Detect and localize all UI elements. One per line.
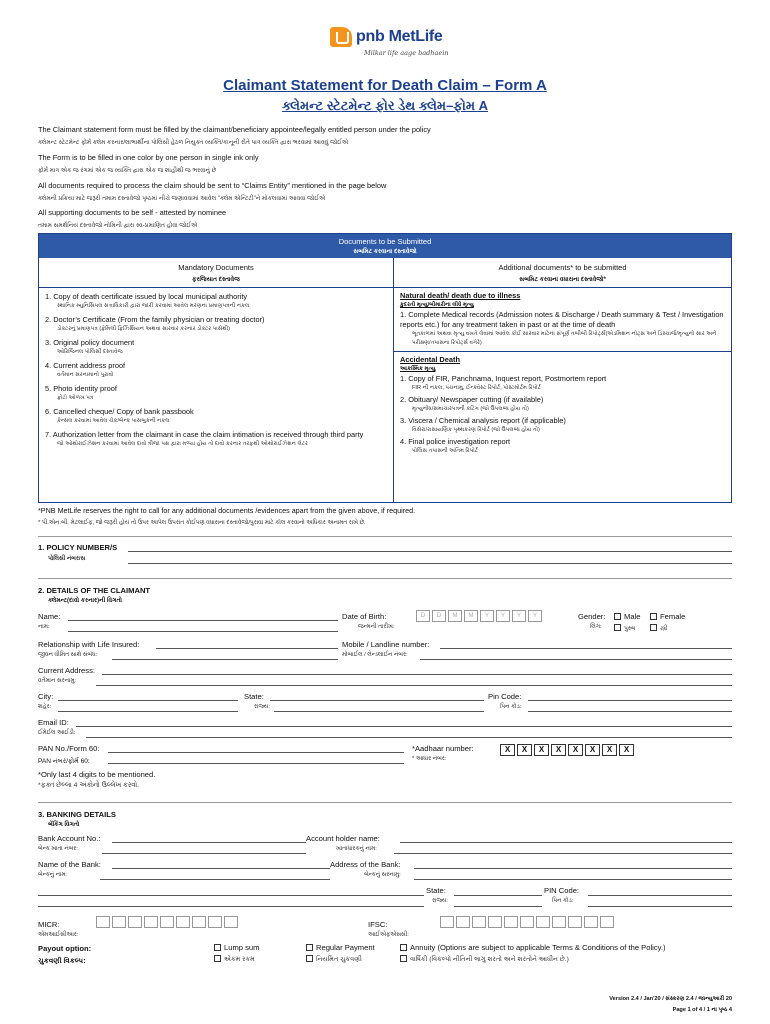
name-field[interactable]: [68, 620, 338, 621]
pan-field-2[interactable]: [108, 763, 404, 764]
accidental-item-gu: મૃત્યુનોંધ/સમાચારપત્રની કટિંગ (જો ઉપલબ્ધ હોય તો): [412, 406, 529, 412]
mandatory-item: 3. Original policy document ઓરિજિનલ પોલિસી દસ્તાવેજ: [45, 338, 135, 355]
instruction-4-en: All supporting documents to be self - attested by nominee: [38, 208, 227, 217]
policy-number-field-2[interactable]: [128, 563, 732, 564]
instruction-4-gu: તમામ સમર્થનિય દસ્તાવેજો નોમિની દ્વારા સ્વ-પ્રમાણિત હોવા જોઈએ: [38, 223, 198, 229]
instruction-3-gu: ક્લેમની પ્રક્રિયા માટે જરૂરી તમામ દસ્તાવેજો પૃષ્ઠમાં નીચે જણાવવામાં આવેલ "ક્લેમ એન્ટિટી"ને મોકલવામાં આવવા જોઈએ: [38, 196, 326, 202]
micr-box[interactable]: [96, 916, 110, 928]
natural-death-section: [394, 288, 731, 348]
relationship-field[interactable]: [156, 648, 338, 649]
name-label-gu: નામ:: [38, 624, 50, 630]
claimant-section-title-gu: ક્લેમન્ટ(દાવો કરનાર)ની વિગતો: [48, 598, 122, 604]
bank-name-field[interactable]: [112, 868, 330, 869]
micr-boxes[interactable]: [96, 916, 240, 928]
ifsc-box[interactable]: [456, 916, 470, 928]
divider: [38, 802, 732, 803]
relationship-label: Relationship with Life Insured:: [38, 640, 140, 649]
aadhaar-boxes[interactable]: [500, 744, 636, 756]
bank-pin-label-gu: પિન કોડ:: [552, 898, 574, 904]
address-field[interactable]: [102, 674, 732, 675]
aadhaar-note-en: *Only last 4 digits to be mentioned.: [38, 770, 156, 779]
pin-label-gu: પિન કોડ:: [500, 704, 522, 710]
natural-item-gu: ભૂતકાળમાં અથવા મૃત્યુ વખતે લેવામાં આવેલ કોઈ સારવાર માટેના સંપૂર્ણ તબીબી રિપોર્ટ્સ(એડમિશન નોટ્સ અને ડિસ્ચાર્જ/મૃત્યુનો સાર અને પરીક્ષણ/તપાસના રિપોર્ટ્સ વગેરે): [412, 331, 717, 346]
policy-number-label-gu: પોલિસી નંબર/સ: [48, 556, 86, 562]
city-field-2[interactable]: [58, 711, 238, 712]
bank-state-field-2[interactable]: [454, 906, 542, 907]
micr-box[interactable]: [224, 916, 238, 928]
mandatory-head-en: Mandatory Documents: [178, 263, 254, 272]
mandatory-item: 5. Photo identity proof ફોટો ઓળખ પત્ર: [45, 384, 117, 401]
banking-section-title-gu: બેંકિંગ વિગતો: [48, 822, 80, 828]
documents-header-gu: સબમિટ કરવાના દસ્તાવેજો: [353, 249, 417, 255]
pin-label: Pin Code:: [488, 692, 522, 701]
aadhaar-label-gu: * આધાર નંબર:: [412, 756, 447, 762]
accidental-item-gu: પોલિસ તપાસની અંતિમ રિપોર્ટ: [412, 448, 478, 454]
email-field-2[interactable]: [86, 737, 732, 738]
micr-box[interactable]: [208, 916, 222, 928]
ifsc-box[interactable]: [552, 916, 566, 928]
ifsc-box[interactable]: [504, 916, 518, 928]
ifsc-box[interactable]: [568, 916, 582, 928]
natural-item: 1. Complete Medical records (Admission notes & Discharge / Death summary & Test / Investigation reports etc.) for any treatment taken in past or at the time of death: [400, 310, 724, 329]
bank-name-field-2[interactable]: [100, 879, 330, 880]
city-label-gu: શહેર:: [38, 704, 52, 710]
aadhaar-box[interactable]: X: [534, 744, 549, 756]
bank-pin-label: PIN Code:: [544, 886, 580, 895]
aadhaar-box[interactable]: X: [568, 744, 583, 756]
address-label-gu: વર્તમાન સરનામુ:: [38, 678, 77, 684]
policy-number-label: 1. POLICY NUMBER/S: [38, 543, 118, 552]
divider: [38, 536, 732, 537]
bank-state-label-gu: રાજ્ય:: [432, 898, 449, 904]
dob-boxes[interactable]: [416, 610, 544, 622]
account-number-label-gu: બેન્ક ખાતા નંબર:: [38, 846, 78, 852]
additional-head-gu: સબમિટ કરવાના વધારાના દસ્તાવેજો*: [519, 277, 606, 283]
policy-number-field[interactable]: [128, 551, 732, 552]
email-label: Email ID:: [38, 718, 69, 727]
accidental-item: 4. Final police investigation report: [400, 437, 511, 446]
banking-section-title: 3. BANKING DETAILS: [38, 810, 116, 819]
state-label: State:: [244, 692, 264, 701]
ifsc-label: IFSC:: [368, 920, 388, 929]
micr-label-gu: એમઆઈસીઆર:: [38, 932, 79, 938]
version-footer: Version 2.4 / Jan'20 / સંસ્કરણ 2.4 / જાન્યુઆરી 20: [609, 996, 732, 1002]
instruction-2-en: The Form is to be filled in one color by one person in single ink only: [38, 153, 259, 162]
bank-address-label: Address of the Bank:: [330, 860, 401, 869]
mobile-field[interactable]: [440, 648, 732, 649]
payout-regular-option[interactable]: Regular Payment: [306, 943, 375, 952]
documents-header-en: Documents to be Submitted: [338, 237, 432, 246]
ifsc-box[interactable]: [472, 916, 486, 928]
accidental-item-gu: FIR ની નકલ, પંચનામુ, ઈન્ક્વેસ્ટ રિપોર્ટ, પોસ્ટમોર્ટમ રિપોર્ટ: [412, 385, 541, 391]
dob-box[interactable]: Y: [512, 610, 526, 622]
name-field-2[interactable]: [68, 631, 338, 632]
account-number-field[interactable]: [112, 842, 306, 843]
account-holder-label-gu: ખાતાધારકનું નામ:: [336, 846, 377, 852]
bank-pin-field[interactable]: [588, 895, 732, 896]
section-divider: [394, 351, 731, 352]
accidental-death-section: [394, 355, 731, 456]
state-label-gu: રાજ્ય:: [254, 704, 271, 710]
dob-box[interactable]: M: [464, 610, 478, 622]
bank-name-label-gu: બેન્કનું નામ:: [38, 872, 68, 878]
additional-head-en: Additional documents* to be submitted: [498, 263, 627, 272]
dob-label-gu: જન્મની તારીખ:: [358, 624, 395, 630]
address-label: Current Address:: [38, 666, 95, 675]
aadhaar-label: *Aadhaar number:: [412, 744, 474, 753]
pnb-metlife-logo: [330, 27, 450, 67]
payout-option-label: Payout option:: [38, 944, 92, 953]
brand-name: pnb MetLife: [356, 28, 443, 45]
aadhaar-box[interactable]: X: [585, 744, 600, 756]
accidental-item: 1. Copy of FIR, Panchnama, Inquest report, Postmortem report: [400, 374, 607, 383]
natural-death-heading: Natural death/ death due to illness: [400, 291, 521, 300]
additional-docs-note-en: *PNB MetLife reserves the right to call for any additional documents /evidences apart from the given above, if required.: [38, 506, 416, 515]
micr-box[interactable]: [144, 916, 158, 928]
male-checkbox[interactable]: [614, 613, 621, 620]
dob-box[interactable]: D: [432, 610, 446, 622]
micr-box[interactable]: [160, 916, 174, 928]
ifsc-box[interactable]: [600, 916, 614, 928]
dob-box[interactable]: Y: [480, 610, 494, 622]
dob-label: Date of Birth:: [342, 612, 387, 621]
account-number-label: Bank Account No.:: [38, 834, 101, 843]
gender-label-gu: લિંગ:: [590, 624, 602, 630]
gender-label: Gender:: [578, 612, 606, 621]
ifsc-box[interactable]: [536, 916, 550, 928]
regular-payment-checkbox-gu[interactable]: [306, 955, 313, 962]
email-label-gu: ઈમેઈલ આઈડી:: [38, 730, 76, 736]
account-number-field-2[interactable]: [102, 853, 306, 854]
payout-lumpsum-option-gu[interactable]: એકમ રકમ: [214, 955, 255, 964]
instruction-3-en: All documents required to process the claim should be sent to “Claims Entity” mentioned in the page below: [38, 181, 387, 190]
name-label: Name:: [38, 612, 61, 621]
gender-female-option-gu[interactable]: સ્ત્રી: [650, 624, 667, 633]
pan-field[interactable]: [108, 752, 404, 753]
dob-box[interactable]: Y: [496, 610, 510, 622]
gender-female-option[interactable]: Female: [650, 612, 685, 621]
bank-address-line[interactable]: [38, 895, 424, 896]
ifsc-box[interactable]: [584, 916, 598, 928]
dob-box[interactable]: D: [416, 610, 430, 622]
ifsc-box[interactable]: [488, 916, 502, 928]
bank-name-label: Name of the Bank:: [38, 860, 101, 869]
pin-field[interactable]: [528, 700, 732, 701]
accidental-death-heading: Accidental Death: [400, 355, 460, 364]
annuity-checkbox-gu[interactable]: [400, 955, 407, 962]
payout-annuity-option[interactable]: Annuity (Options are subject to applicable Terms & Conditions of the Policy.): [400, 943, 666, 952]
additional-documents-column: [394, 258, 731, 502]
female-checkbox[interactable]: [650, 613, 657, 620]
mandatory-item: 1. Copy of death certificate issued by local municipal authority સ્થાનિક મ્યુનિસિપલ સત્તાધિકારી દ્વારા જારી કરવામાં આવેલ મરણના પ્રમાણપત્રની નકલ: [45, 292, 250, 309]
pin-field-2[interactable]: [528, 711, 732, 712]
payout-lumpsum-option[interactable]: Lump sum: [214, 943, 259, 952]
instruction-2-gu: ફોર્મ માત્ર એક જ રંગમાં એક જ વ્યક્તિ દ્વારા એક જ શાહીથી જ ભરવાનું છે: [38, 168, 217, 174]
relationship-label-gu: જીવન વીમિત સાથે સંબંધ:: [38, 652, 98, 658]
state-field[interactable]: [270, 700, 484, 701]
address-field-2[interactable]: [96, 685, 732, 686]
mandatory-item: 7. Authorization letter from the claimant in case the claim intimation is received through third party જો ઓથોરાઈઝેશન કરવામાં આવેલ દાવો ત્રીજા પક્ષ દ્વારા મળ્યા હોય તો દાવો કરનાર તરફથી ઓથોરાઈઝેશન લેટર: [45, 430, 364, 447]
annuity-checkbox[interactable]: [400, 944, 407, 951]
additional-docs-note-gu: * પી.એન.બી. મેટલાઈફ, જો જરૂરી હોય તો ઉપર આપેલ ઉપરાંત કોઈપણ વધારાના દસ્તાવેજો/પુરાવા માટે કૉલ કરવાનો અધિકાર અનામત રાખે છે.: [38, 520, 366, 526]
bank-state-label: State:: [426, 886, 446, 895]
regular-payment-checkbox[interactable]: [306, 944, 313, 951]
micr-label: MICR:: [38, 920, 60, 929]
page-number: Page 1 of 4 / 1 ના પૃષ્ઠ 4: [672, 1007, 732, 1013]
mandatory-head-gu: ફરજિયાત દસ્તાવેજ: [192, 277, 240, 283]
natural-death-heading-gu: કુદરતી મૃત્યુ/બીમારીના લીધે મૃત્યુ: [400, 302, 474, 308]
mandatory-item: 4. Current address proof વર્તમાન સરનામાનો પુરાવો: [45, 361, 126, 378]
male-checkbox-gu[interactable]: [614, 624, 621, 631]
gender-male-option-gu[interactable]: પુરુષ: [614, 624, 635, 633]
bank-address-label-gu: બેન્કનું સરનામુ:: [364, 872, 401, 878]
accidental-death-heading-gu: આકસ્મિક મૃત્યુ: [400, 366, 436, 372]
account-holder-field-2[interactable]: [394, 853, 732, 854]
bank-address-line-2[interactable]: [38, 906, 424, 907]
ifsc-box[interactable]: [520, 916, 534, 928]
mobile-label: Mobile / Landline number:: [342, 640, 430, 649]
logo-mark-icon: [330, 27, 352, 47]
account-holder-label: Account holder name:: [306, 834, 380, 843]
mobile-label-gu: મોબાઈલ / લેન્ડલાઈન નંબર:: [342, 652, 408, 658]
mandatory-item: 6. Cancelled cheque/ Copy of bank passbook કેન્સલ કરવામાં આવેલ ચેક/બેન્ક પાસબુકની નકલ: [45, 407, 194, 424]
pan-label-gu: PAN નંબર/ફોર્મ 60:: [38, 758, 90, 765]
state-field-2[interactable]: [274, 711, 484, 712]
city-field[interactable]: [58, 700, 238, 701]
mandatory-documents-column: [39, 258, 394, 502]
city-label: City:: [38, 692, 54, 701]
ifsc-label-gu: આઈએફએસસી:: [368, 932, 409, 938]
aadhaar-box[interactable]: X: [551, 744, 566, 756]
ifsc-boxes[interactable]: [440, 916, 616, 928]
dob-box[interactable]: Y: [528, 610, 542, 622]
lumpsum-checkbox[interactable]: [214, 944, 221, 951]
bank-pin-field-2[interactable]: [588, 906, 732, 907]
email-field[interactable]: [76, 726, 732, 727]
female-checkbox-gu[interactable]: [650, 624, 657, 631]
pan-label: PAN No./Form 60:: [38, 744, 100, 753]
aadhaar-box[interactable]: X: [619, 744, 634, 756]
payout-option-label-gu: ચુકવણી વિકલ્પ:: [38, 956, 86, 965]
micr-box[interactable]: [192, 916, 206, 928]
bank-address-field[interactable]: [414, 868, 732, 869]
lumpsum-checkbox-gu[interactable]: [214, 955, 221, 962]
ifsc-box[interactable]: [440, 916, 454, 928]
instruction-1-gu: ક્લેમન્ટ સ્ટેટમેન્ટ ફોર્મ ક્લેમ કરનાર/લાભાર્થીના પોલિસી હેઠળ નિયુક્ત વ્યક્તિ/કાનૂની રીતે પાત્ર વ્યક્તિ દ્વારા ભરવામાં આવવું જોઈએ: [38, 140, 349, 146]
divider: [38, 578, 732, 579]
micr-box[interactable]: [176, 916, 190, 928]
claimant-section-title: 2. DETAILS OF THE CLAIMANT: [38, 586, 151, 595]
aadhaar-box[interactable]: X: [500, 744, 515, 756]
aadhaar-box[interactable]: X: [517, 744, 532, 756]
aadhaar-note-gu: *ફક્ત છેલ્લા 4 અંકોનો ઉલ્લેખ કરવો.: [38, 782, 140, 789]
accidental-item-gu: વિસેરા/રાસાયણિક પૃથ્થકરણ રિપોર્ટ (જો ઉપલબ્ધ હોય તો): [412, 427, 540, 433]
payout-regular-option-gu[interactable]: નિયમિત ચુકવણી: [306, 955, 362, 964]
payout-annuity-option-gu[interactable]: વાર્ષિકી (વિકલ્પો નીતિની લાગુ શરતો અને શરતોને આધીન છે.): [400, 955, 569, 964]
relationship-field-2[interactable]: [112, 659, 338, 660]
bank-address-field-2[interactable]: [414, 879, 732, 880]
accidental-item: 3. Viscera / Chemical analysis report (if applicable): [400, 416, 566, 425]
form-title-en: Claimant Statement for Death Claim – Form A: [223, 77, 547, 94]
dob-box[interactable]: M: [448, 610, 462, 622]
micr-box[interactable]: [112, 916, 126, 928]
documents-table-header: [39, 234, 731, 258]
mobile-field-2[interactable]: [420, 659, 732, 660]
micr-box[interactable]: [128, 916, 142, 928]
account-holder-field[interactable]: [400, 842, 732, 843]
aadhaar-box[interactable]: X: [602, 744, 617, 756]
bank-state-field[interactable]: [454, 895, 542, 896]
mandatory-item: 2. Doctor’s Certificate (From the family physician or treating doctor) ડોક્ટરનું પ્રમાણપત્ર (ફેમિલી ફિઝિશિયન અથવા સારવાર કરનાર ડોક્ટર પાસેથી): [45, 315, 265, 332]
instruction-1-en: The Claimant statement form must be filled by the claimant/beneficiary appointee/legally entitled person under the policy: [38, 125, 431, 134]
documents-table: [38, 233, 732, 503]
accidental-item: 2. Obituary/ Newspaper cutting (if available): [400, 395, 544, 404]
brand-tagline: Milkar life aage badhaein: [364, 49, 449, 57]
form-title-gu: ક્લેમન્ટ સ્ટેટમેન્ટ ફોર ડેથ ક્લેમ–ફોમ A: [281, 98, 489, 113]
gender-male-option[interactable]: Male: [614, 612, 640, 621]
